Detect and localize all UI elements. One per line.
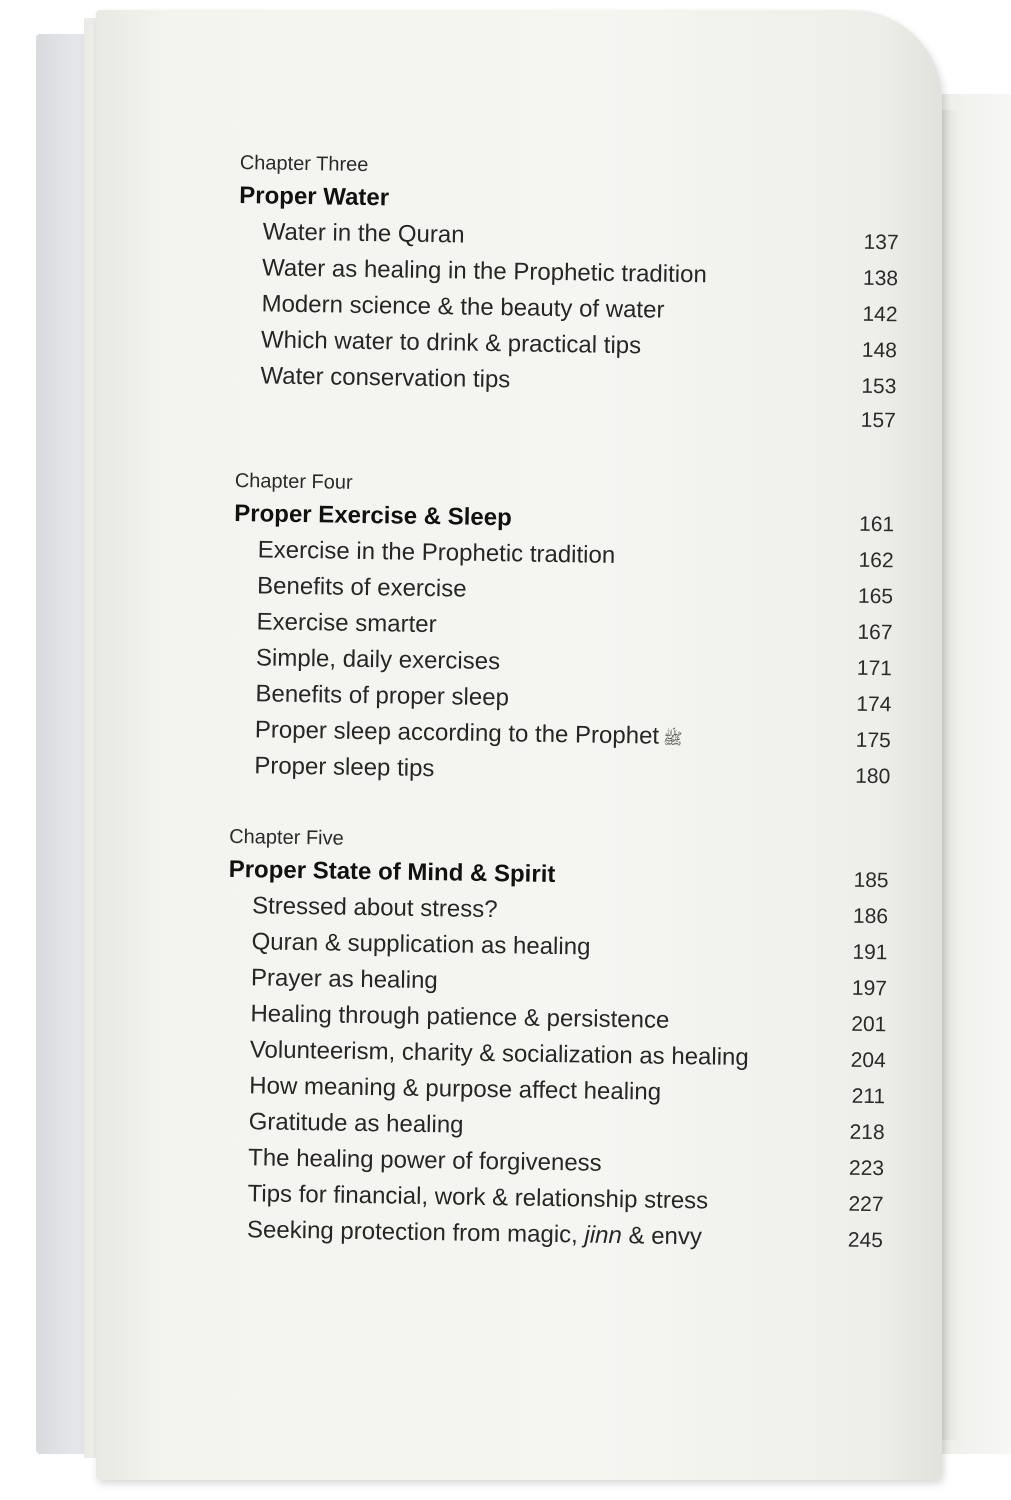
salutation-glyph: ﷺ — [662, 730, 683, 749]
entry-page-number: 138 — [862, 266, 899, 291]
entry-page-number: 175 — [855, 728, 891, 753]
entry-page-number: 197 — [851, 976, 888, 1001]
entry-page-number: 245 — [847, 1228, 884, 1253]
chapter-title: Proper State of Mind & Spirit — [228, 855, 556, 889]
entry-page-number: 211 — [851, 1084, 886, 1109]
entry-page-number: 171 — [856, 656, 893, 681]
entry-page-number: 148 — [861, 338, 898, 363]
entry-title: Water conservation tips — [260, 362, 511, 394]
table-of-contents — [222, 150, 900, 1298]
entry-page-number: 165 — [857, 584, 894, 609]
chapter-label: Chapter Four — [234, 469, 353, 494]
entry-page-number: 157 — [860, 408, 897, 433]
chapter-title: Proper Exercise & Sleep — [234, 499, 512, 532]
entry-title: Water in the Quran — [262, 218, 465, 249]
entry-page-number: 191 — [852, 940, 888, 965]
entry-title: Benefits of exercise — [256, 572, 467, 603]
entry-title: Tips for financial, work & relationship stress — [247, 1180, 709, 1215]
entry-title-text: & envy — [621, 1222, 703, 1251]
chapter-title: Proper Water — [239, 181, 390, 212]
entry-page-number: 153 — [861, 374, 897, 399]
entry-title: How meaning & purpose affect healing — [249, 1072, 662, 1106]
entry-title: Prayer as healing — [250, 964, 438, 995]
entry-title: Simple, daily exercises — [255, 644, 501, 676]
entry-page-number: 223 — [848, 1156, 885, 1181]
entry-page-number: 180 — [855, 764, 891, 789]
entry-page-number: 137 — [863, 230, 899, 255]
entry-title: Benefits of proper sleep — [255, 680, 510, 712]
chapter-label: Chapter Five — [229, 825, 344, 850]
entry-title-text: Proper sleep according to the Prophet — [254, 716, 660, 750]
entry-title: Which water to drink & practical tips — [260, 326, 642, 360]
entry-title: Healing through patience & persistence — [250, 1000, 670, 1034]
chapter-three — [236, 150, 900, 438]
entry-title: Exercise smarter — [256, 608, 437, 639]
entry-title: Stressed about stress? — [251, 892, 498, 924]
entry-title: Proper sleep tips — [254, 752, 435, 783]
chapter-five — [223, 824, 890, 1258]
entry-title-text: Seeking protection from magic, — [246, 1216, 585, 1249]
entry-page-number: 218 — [849, 1120, 885, 1145]
entry-title: Gratitude as healing — [248, 1108, 464, 1139]
entry-title: Quran & supplication as healing — [251, 928, 591, 961]
chapter-label: Chapter Three — [239, 151, 369, 177]
entry-page-number: 227 — [848, 1192, 884, 1217]
entry-page-number: 186 — [852, 904, 889, 929]
chapter-four — [230, 468, 895, 794]
entry-page-number: 142 — [862, 302, 898, 327]
chapter-page-number: 185 — [853, 868, 889, 893]
entry-title: Volunteerism, charity & socialization as healing — [249, 1036, 749, 1072]
entry-page-number: 174 — [856, 692, 892, 717]
entry-page-number: 167 — [857, 620, 893, 645]
entry-title-italic: jinn — [584, 1221, 623, 1250]
entry-title — [223, 1212, 702, 1256]
entry-page-number: 204 — [850, 1048, 886, 1073]
chapter-page-number: 161 — [858, 512, 895, 537]
entry-title: Water as healing in the Prophetic tradition — [261, 254, 708, 289]
entry-page-number: 162 — [858, 548, 894, 573]
entry-title: Exercise in the Prophetic tradition — [257, 536, 616, 569]
entry-title: Modern science & the beauty of water — [261, 290, 665, 324]
entry-title: The healing power of forgiveness — [247, 1144, 602, 1177]
entry-page-number: 201 — [851, 1012, 887, 1037]
